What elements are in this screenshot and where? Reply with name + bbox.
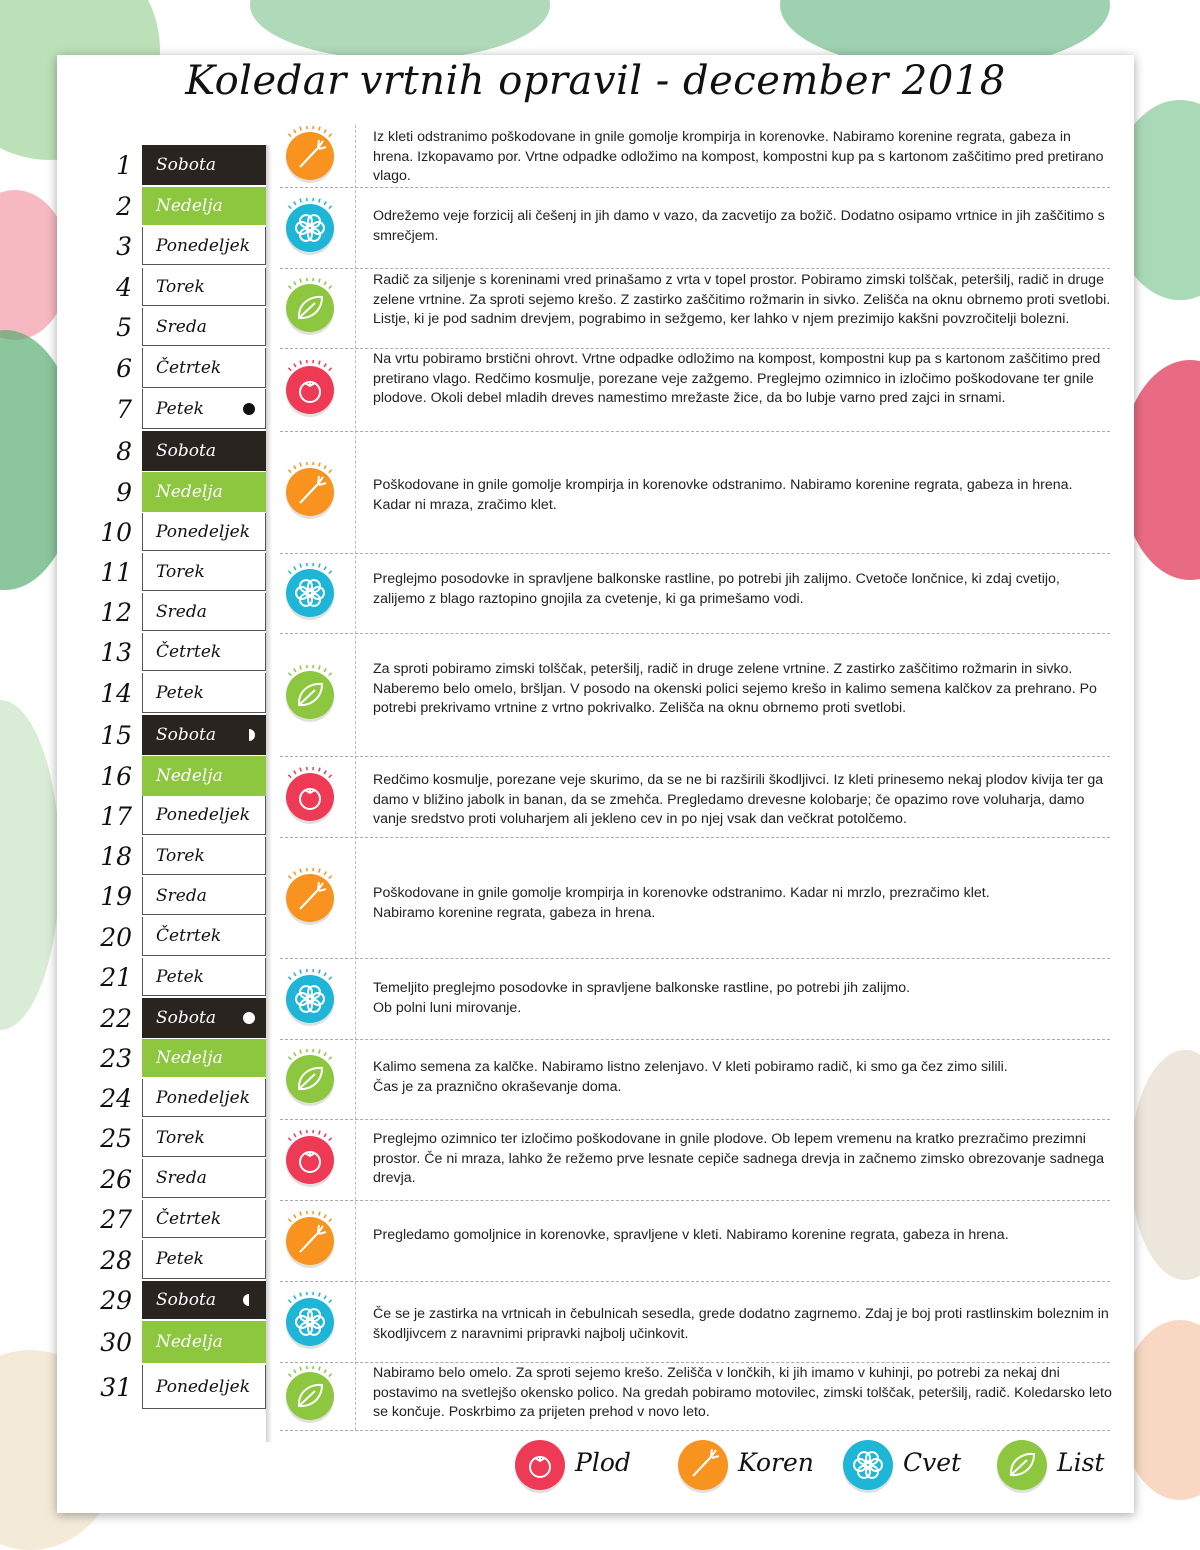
icon-column-divider xyxy=(355,125,356,1430)
day-name-label: Torek xyxy=(156,277,205,297)
day-name-label: Sobota xyxy=(156,441,216,461)
day-number: 14 xyxy=(80,681,132,706)
day-number: 11 xyxy=(80,560,132,585)
carrot-icon xyxy=(286,132,334,180)
task-text: Temeljito preglejmo posodovke in spravljene balkonske rastline, po potrebi jih zalijmo. Ob polni luni mirovanje. xyxy=(373,979,1113,1018)
task-separator xyxy=(280,431,1110,432)
day-name-label: Torek xyxy=(156,846,205,866)
day-name-cell xyxy=(142,1079,266,1117)
day-number: 26 xyxy=(80,1167,132,1192)
day-name-label: Ponedeljek xyxy=(156,522,250,542)
day-number: 15 xyxy=(80,723,132,748)
day-number: 13 xyxy=(80,640,132,665)
day-number: 6 xyxy=(80,356,132,381)
task-text: Preglejmo posodovke in spravljene balkonske rastline, po potrebi jih zalijmo. Cvetoče lončnice, ki zdaj cvetijo, zalijemo z blago raztopino gnojila za cvetenje, ki ga primešamo vodi. xyxy=(373,570,1113,609)
day-name-cell xyxy=(142,145,266,185)
day-number: 23 xyxy=(80,1046,132,1071)
carrot-icon xyxy=(286,468,334,516)
moon-phase-new-icon xyxy=(243,403,255,415)
day-name-label: Petek xyxy=(156,683,204,703)
task-text: Pregledamo gomoljnice in korenovke, spravljene v kleti. Nabiramo korenine regrata, gabeza in hrena. xyxy=(373,1226,1113,1246)
leaf-icon xyxy=(286,1372,334,1420)
day-number: 25 xyxy=(80,1126,132,1151)
day-name-label: Sreda xyxy=(156,1168,207,1188)
day-number: 24 xyxy=(80,1086,132,1111)
task-text: Za sproti pobiramo zimski tolščak, peteršilj, radič in druge zelene vrtnine. Z zastirko zaščitimo rožmarin in sivko. Naberemo belo omelo, bršljan. V posodo na okenski polici sejemo krešo in kalimo semena kalčkov za prehrano. Po potrebi prekrivamo vrtnine z vrtno pokrivalko. Zelišča na oknu obrnemo proti svetlobi. xyxy=(373,660,1113,719)
day-name-label: Sobota xyxy=(156,155,216,175)
day-name-label: Četrtek xyxy=(156,642,221,662)
day-number: 8 xyxy=(80,439,132,464)
legend-leaf-icon xyxy=(997,1440,1047,1490)
task-separator xyxy=(280,1281,1110,1282)
day-name-cell xyxy=(142,673,266,713)
day-name-cell xyxy=(142,958,266,996)
day-name-cell xyxy=(142,633,266,671)
day-number: 18 xyxy=(80,844,132,869)
legend-label: Cvet xyxy=(903,1448,961,1477)
day-column-shadow xyxy=(266,145,272,1442)
tomato-icon xyxy=(286,1136,334,1184)
day-name-cell xyxy=(142,756,266,796)
task-text: Kalimo semena za kalčke. Nabiramo listno zelenjavo. V kleti pobiramo radič, ki smo ga čez zimo silili. Čas je za praznično okraševanje doma. xyxy=(373,1058,1113,1097)
day-number: 28 xyxy=(80,1248,132,1273)
day-name-label: Ponedeljek xyxy=(156,236,250,256)
background-watercolor-leaf-left-mid xyxy=(0,700,60,1030)
tomato-icon xyxy=(286,773,334,821)
legend-flower-icon xyxy=(843,1440,893,1490)
task-text: Če se je zastirka na vrtnicah in čebulnicah sesedla, grede dodatno zagrnemo. Zdaj je boj proti rastlinskim boleznim in škodljivcem z naravnimi pripravki najbolj učinkovit. xyxy=(373,1305,1113,1344)
day-name-label: Nedelja xyxy=(156,766,223,786)
day-name-label: Sobota xyxy=(156,1008,216,1028)
day-number: 29 xyxy=(80,1288,132,1313)
day-number: 17 xyxy=(80,804,132,829)
moon-phase-last-icon xyxy=(243,1294,255,1306)
day-name-cell xyxy=(142,1240,266,1279)
page-title: Koledar vrtnih opravil - december 2018 xyxy=(57,58,1134,104)
task-separator xyxy=(280,756,1110,757)
task-separator xyxy=(280,1119,1110,1120)
task-separator xyxy=(280,268,1110,269)
flower-icon xyxy=(286,1298,334,1346)
task-text: Iz kleti odstranimo poškodovane in gnile gomolje krompirja in korenovke. Nabiramo korenine regrata, gabeza in hrena. Izkopavamo por. Vrtne odpadke odložimo na kompost, kompostni kup pa s kartonom zaščitimo pred pretirano vlago. xyxy=(373,128,1113,187)
day-name-cell xyxy=(142,553,266,591)
day-name-cell xyxy=(142,998,266,1038)
leaf-icon xyxy=(286,671,334,719)
day-name-label: Ponedeljek xyxy=(156,1377,250,1397)
legend-carrot-icon xyxy=(678,1440,728,1490)
day-name-cell xyxy=(142,348,266,388)
task-separator xyxy=(280,348,1110,349)
task-separator xyxy=(280,1039,1110,1040)
day-name-label: Nedelja xyxy=(156,1332,223,1352)
leaf-icon xyxy=(286,1055,334,1103)
day-name-cell xyxy=(142,187,266,225)
carrot-icon xyxy=(286,874,334,922)
day-name-label: Nedelja xyxy=(156,1048,223,1068)
day-name-cell xyxy=(142,431,266,471)
task-separator xyxy=(280,958,1110,959)
day-number: 3 xyxy=(80,234,132,259)
day-number: 2 xyxy=(80,194,132,219)
task-text: Nabiramo belo omelo. Za sproti sejemo krešo. Zelišča v lončkih, ki jih imamo v kuhinji, po potrebi za nekaj dni postavimo na svetlejšo okensko polico. Na gredah pobiramo motovilec, zimski tolščak, peteršilj, radič. Koledarsko leto se končuje. Poskrbimo za prijeten prehod v novo leto. xyxy=(373,1364,1113,1423)
task-text: Redčimo kosmulje, porezane veje skurimo, da se ne bi razširili škodljivci. Iz kleti prinesemo nekaj plodov kivija ter ga damo v bližino jabolk in banan, da se zmehča. Pregledamo drevesne kolobarje; če opazimo rove voluharja, damo vanje sredstvo proti voluharjem ali jekleno cev in po njej vsak dan večkrat potolčemo. xyxy=(373,771,1113,830)
day-name-label: Torek xyxy=(156,562,205,582)
task-separator xyxy=(280,837,1110,838)
task-text: Poškodovane in gnile gomolje krompirja in korenovke odstranimo. Nabiramo korenine regrata, gabeza in hrena. Kadar ni mraza, zračimo klet. xyxy=(373,476,1113,515)
day-name-label: Sreda xyxy=(156,602,207,622)
day-name-label: Sreda xyxy=(156,317,207,337)
flower-icon xyxy=(286,204,334,252)
leaf-icon xyxy=(286,284,334,332)
day-number: 21 xyxy=(80,965,132,990)
day-name-cell xyxy=(142,1281,266,1319)
day-name-cell xyxy=(142,472,266,512)
day-name-cell xyxy=(142,227,266,265)
task-text: Poškodovane in gnile gomolje krompirja in korenovke odstranimo. Kadar ni mrzlo, prezračimo klet. Nabiramo korenine regrata, gabeza in hrena. xyxy=(373,884,1113,923)
task-text: Na vrtu pobiramo brstični ohrovt. Vrtne odpadke odložimo na kompost, kompostni kup pa s kartonom zaščitimo pred pretirano vlago. Redčimo kosmulje, porezane veje zažgemo. Preglejmo ozimnico in izločimo poškodovane ter gnile plodove. Okoli debel mladih dreves namestimo mrežaste žice, da bo lubje varno pred zajci in srnami. xyxy=(373,350,1113,409)
flower-icon xyxy=(286,975,334,1023)
day-name-cell xyxy=(142,1119,266,1157)
day-name-cell xyxy=(142,1200,266,1238)
day-name-label: Sreda xyxy=(156,886,207,906)
day-name-cell xyxy=(142,715,266,755)
day-number: 12 xyxy=(80,600,132,625)
day-number: 9 xyxy=(80,480,132,505)
day-name-cell xyxy=(142,1039,266,1077)
task-separator xyxy=(280,1200,1110,1201)
day-name-label: Ponedeljek xyxy=(156,1088,250,1108)
day-name-cell xyxy=(142,593,266,631)
day-name-cell xyxy=(142,308,266,346)
day-name-cell xyxy=(142,796,266,835)
tomato-icon xyxy=(286,366,334,414)
day-number: 4 xyxy=(80,275,132,300)
day-number: 30 xyxy=(80,1330,132,1355)
day-name-label: Četrtek xyxy=(156,926,221,946)
day-name-label: Ponedeljek xyxy=(156,805,250,825)
day-number: 7 xyxy=(80,397,132,422)
day-name-cell xyxy=(142,513,266,551)
day-name-label: Torek xyxy=(156,1128,205,1148)
day-name-label: Četrtek xyxy=(156,358,221,378)
task-separator xyxy=(280,187,1110,188)
task-separator xyxy=(280,633,1110,634)
task-separator xyxy=(280,553,1110,554)
legend-label: List xyxy=(1057,1448,1104,1477)
background-watercolor-leaf-top xyxy=(250,0,550,60)
flower-icon xyxy=(286,569,334,617)
task-separator xyxy=(280,1430,1110,1431)
day-name-cell xyxy=(142,837,266,875)
task-separator xyxy=(280,1362,1110,1363)
background-watercolor-onion-right xyxy=(1130,1050,1200,1280)
day-name-cell xyxy=(142,877,266,915)
day-name-cell xyxy=(142,389,266,429)
day-number: 10 xyxy=(80,520,132,545)
day-name-label: Sobota xyxy=(156,725,216,745)
carrot-icon xyxy=(286,1217,334,1265)
day-name-label: Petek xyxy=(156,967,204,987)
task-text: Radič za siljenje s koreninami vred prinašamo z vrta v topel prostor. Pobiramo zimski tolščak, peteršilj, radič in druge zelene vrtnine. Za sproti sejemo krešo. Z zastirko zaščitimo rožmarin in sivko. Zelišča na oknu obrnemo proti svetlobi. Listje, ki je pod sadnim drevjem, pograbimo in sežgemo, ker lahko v njem prezimijo kakšni povzročitelji bolezni. xyxy=(373,271,1113,330)
day-name-cell xyxy=(142,917,266,956)
day-number: 16 xyxy=(80,764,132,789)
day-name-label: Petek xyxy=(156,399,204,419)
day-name-label: Petek xyxy=(156,1249,204,1269)
task-text: Odrežemo veje forzicij ali češenj in jih damo v vazo, da zacvetijo za božič. Dodatno osipamo vrtnice in jih zaščitimo s smrečjem. xyxy=(373,207,1113,246)
day-name-label: Nedelja xyxy=(156,196,223,216)
day-name-label: Nedelja xyxy=(156,482,223,502)
day-number: 5 xyxy=(80,315,132,340)
day-number: 31 xyxy=(80,1375,132,1400)
day-name-cell xyxy=(142,268,266,306)
day-number: 1 xyxy=(80,153,132,178)
moon-phase-full-icon xyxy=(243,1012,255,1024)
day-number: 27 xyxy=(80,1207,132,1232)
day-number: 19 xyxy=(80,884,132,909)
moon-phase-first-icon xyxy=(243,729,255,741)
day-number: 22 xyxy=(80,1006,132,1031)
day-name-label: Četrtek xyxy=(156,1209,221,1229)
day-name-label: Sobota xyxy=(156,1290,216,1310)
day-name-cell xyxy=(142,1321,266,1363)
legend-label: Plod xyxy=(575,1448,631,1477)
legend-label: Koren xyxy=(738,1448,814,1477)
legend-tomato-icon xyxy=(515,1440,565,1490)
task-text: Preglejmo ozimnico ter izločimo poškodovane in gnile plodove. Ob lepem vremenu na kratko prezračimo prezimni prostor. Če ni mraza, lahko že režemo prve lesnate cepiče sadnega drevja in začnemo zimsko obrezovanje sadnega drevja. xyxy=(373,1130,1113,1189)
day-name-cell xyxy=(142,1365,266,1409)
day-name-cell xyxy=(142,1159,266,1198)
day-number: 20 xyxy=(80,925,132,950)
